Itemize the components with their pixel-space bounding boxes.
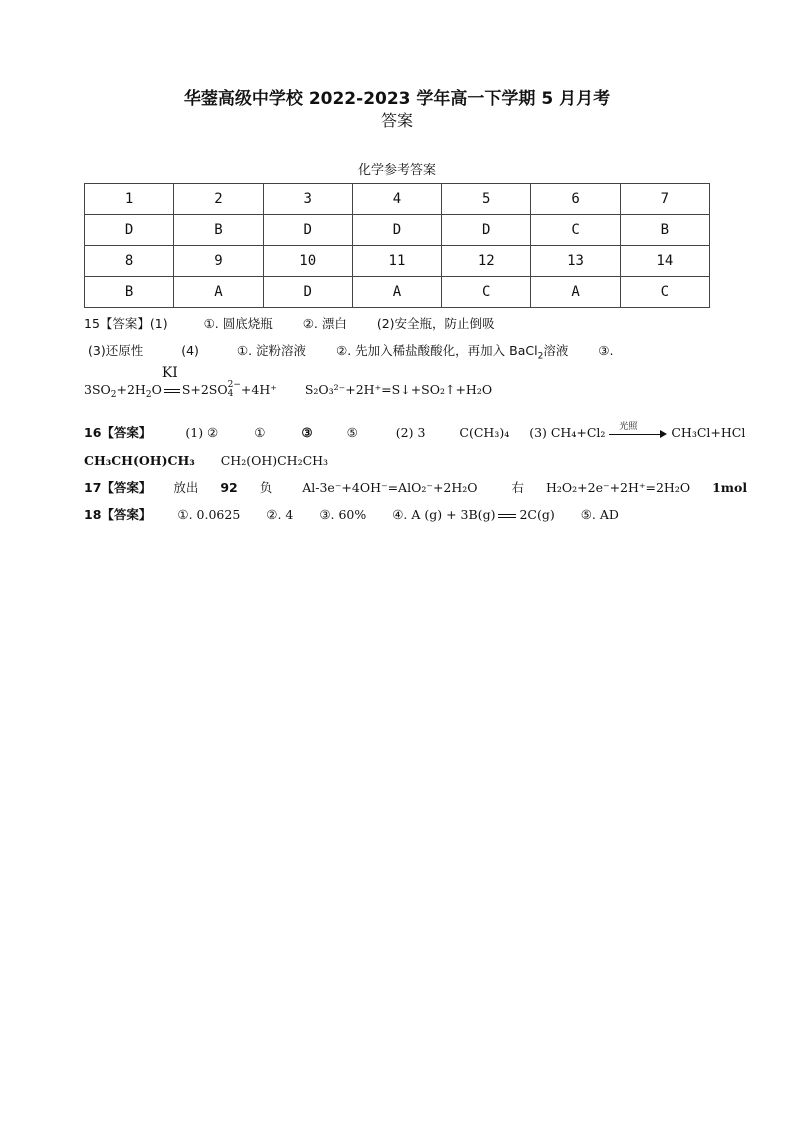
q17-part-4: Al-3e⁻+4OH⁻=AlO₂⁻+2H₂O (302, 480, 478, 495)
table-cell: D (263, 215, 352, 246)
q17-part-6: H₂O₂+2e⁻+2H⁺=2H₂O (545, 480, 691, 495)
q16-line-2 (84, 453, 328, 468)
q18-part-4: ④. A (g) + 3B(g) 2C(g) (392, 507, 555, 522)
catalyst-condition: KI (162, 383, 182, 398)
table-row (85, 246, 710, 277)
q17-line (84, 478, 747, 496)
table-cell: C (620, 277, 709, 308)
table-cell: C (531, 215, 620, 246)
table-cell: 12 (442, 246, 531, 277)
q18-part-3: ③. 60% (319, 507, 367, 522)
table-cell: 5 (442, 184, 531, 215)
page-title: 华蓥高级中学校 2022-2023 学年高一下学期 5 月月考 (183, 89, 611, 109)
table-cell: B (174, 215, 263, 246)
table-row (85, 215, 710, 246)
q15-answer-5: (4) (181, 343, 199, 358)
q18-line (84, 505, 619, 523)
table-caption: 化学参考答案 (357, 163, 436, 178)
table-cell: D (442, 215, 531, 246)
q16-part-2: ① (254, 425, 266, 440)
q15-answer-3: (2)安全瓶，防止倒吸 (376, 316, 495, 331)
q15-answer-6: ①. 淀粉溶液 (236, 343, 307, 358)
q17-part-5: 右 (511, 480, 525, 495)
q17-part-3: 负 (259, 480, 273, 495)
q15-equation-line (84, 364, 493, 400)
table-row (85, 277, 710, 308)
table-cell: D (352, 215, 441, 246)
q16-part-8: CH₃Cl+HCl (671, 425, 746, 440)
table-cell: 9 (174, 246, 263, 277)
table-cell: 14 (620, 246, 709, 277)
table-cell: A (531, 277, 620, 308)
table-cell: 1 (85, 184, 174, 215)
q17-part-1: 放出 (173, 480, 199, 495)
q15-line-1 (84, 314, 495, 332)
table-cell: D (85, 215, 174, 246)
q18-part-1: ①. 0.0625 (177, 507, 241, 522)
q16-part-7: (3) CH₄+Cl₂ (529, 425, 606, 440)
q15-answer-2: ②. 漂白 (302, 316, 347, 331)
q17-lead: 17【答案】 (84, 480, 152, 495)
q18-part-5: ⑤. AD (580, 507, 619, 522)
table-cell: 11 (352, 246, 441, 277)
page-subtitle: 答案 (380, 111, 413, 130)
q16-part-3: ③ (301, 425, 313, 440)
q16-part-9: CH₃CH(OH)CH₃ (84, 453, 195, 468)
q15-answer-7: ②. 先加入稀盐酸酸化，再加入 BaCl$_2$溶液 (336, 343, 569, 362)
q15-answer-1: ①. 圆底烧瓶 (203, 316, 273, 331)
table-cell: D (263, 277, 352, 308)
q15-lead: 15【答案】(1) (84, 316, 168, 331)
q17-part-7: 1mol (712, 480, 748, 495)
q15-answer-8: ③. (598, 343, 614, 358)
table-cell: 6 (531, 184, 620, 215)
table-cell: A (174, 277, 263, 308)
q17-part-2: 92 (220, 480, 238, 495)
table-cell: 3 (263, 184, 352, 215)
table-cell: C (442, 277, 531, 308)
table-cell: A (352, 277, 441, 308)
q16-line-1 (84, 423, 745, 441)
q16-lead: 16【答案】 (84, 425, 152, 440)
q15-equation-2: S₂O₃²⁻+2H⁺=S↓+SO₂↑+H₂O (304, 381, 493, 397)
table-cell: 4 (352, 184, 441, 215)
table-row (85, 184, 710, 215)
q15-answer-4: (3)还原性 (88, 343, 144, 358)
q18-lead: 18【答案】 (84, 507, 152, 522)
q18-part-2: ②. 4 (266, 507, 294, 522)
answer-table (84, 183, 710, 308)
q15-line-2 (88, 341, 613, 362)
table-cell: B (620, 215, 709, 246)
table-cell: B (85, 277, 174, 308)
q16-part-5: (2) 3 (395, 425, 426, 440)
reaction-arrow-icon: 光照 (609, 429, 667, 439)
table-cell: 2 (174, 184, 263, 215)
equilibrium-sign-icon (498, 514, 516, 518)
table-cell: 13 (531, 246, 620, 277)
table-cell: 7 (620, 184, 709, 215)
table-cell: 8 (85, 246, 174, 277)
q16-part-1: (1) ② (185, 425, 219, 440)
q16-part-6: C(CH₃)₄ (459, 425, 510, 440)
q16-part-10: CH₂(OH)CH₂CH₃ (220, 453, 329, 468)
q15-equation-1: $3SO_2+2H_2O$ KI S+2SO 2− 4 +4H⁺ (84, 364, 277, 400)
table-cell: 10 (263, 246, 352, 277)
q16-part-4: ⑤ (346, 425, 358, 440)
